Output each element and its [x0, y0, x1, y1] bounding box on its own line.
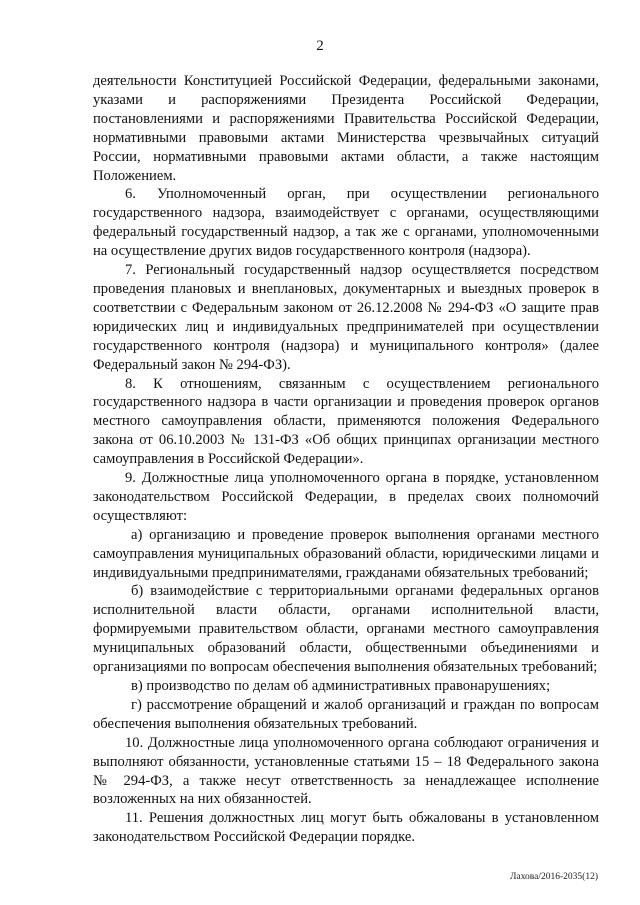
page-number: 2 — [316, 38, 324, 54]
list-item-v: в) производство по делам об административных правонарушениях; — [131, 678, 551, 694]
list-item-a: а) организацию и проведение проверок выполнения органами местного самоуправления муниципальных образований области, юридическими лицами и индивидуальными предпринимателями, гражданами обязательных требований; — [93, 526, 599, 581]
paragraph-11: 11. Решения должностных лиц могут быть обжалованы в установленном законодательством Российской Федерации порядке. — [93, 810, 599, 846]
paragraph-6: 6. Уполномоченный орган, при осуществлении регионального государственного надзора, взаимодействует с органами, осуществляющими федеральный государственный надзор, а так же с органами, уполномоченными на осуществление других видов государственного контроля (надзора). — [93, 186, 599, 260]
paragraph-8: 8. К отношениям, связанным с осуществлением регионального государственного надзора в части организации и проведения проверок органов местного самоуправления области, применяются положения Федерального закона от 06.10.2003 № 131-ФЗ «Об общих принципах организации местного самоуправления в Российской Федерации». — [93, 375, 599, 468]
document-body — [93, 72, 599, 847]
list-item-g: г) рассмотрение обращений и жалоб организаций и граждан по вопросам обеспечения выполнения обязательных требований. — [93, 696, 599, 732]
paragraph-intro-continuation: деятельности Конституцией Российской Федерации, федеральными законами, указами и распоряжениями Президента Российской Федерации, постановлениями и распоряжениями Правительства Российской Федерации, нормативными правовыми актами Министерства чрезвычайных ситуаций России, нормативными правовыми актами области, а также настоящим Положением. — [93, 73, 599, 184]
paragraph-10: 10. Должностные лица уполномоченного органа соблюдают ограничения и выполняют обязанности, установленные статьями 15 – 18 Федерального закона № 294-ФЗ, а также несут ответственность за ненадлежащее исполнение возложенных на них обязанностей. — [93, 734, 599, 808]
paragraph-7: 7. Региональный государственный надзор осуществляется посредством проведения плановых и внеплановых, документарных и выездных проверок в соответствии с Федеральным законом от 26.12.2008 № 294-ФЗ «О защите прав юридических лиц и индивидуальных предпринимателей при осуществлении государственного контроля (надзора) и муниципального контроля» (далее Федеральный закон № 294-ФЗ). — [93, 262, 599, 373]
footer-document-code: Лахова/2016-2035(12) — [509, 872, 598, 882]
paragraph-9: 9. Должностные лица уполномоченного органа в порядке, установленном законодательством Российской Федерации, в пределах своих полномочий осуществляют: — [93, 470, 599, 524]
list-item-b: б) взаимодействие с территориальными органами федеральных органов исполнительной власти области, органами исполнительной власти, формируемыми правительством области, органами местного самоуправления муниципальных образований области, общественными объединениями и организациями по вопросам обеспечения выполнения обязательных требований; — [93, 583, 599, 676]
